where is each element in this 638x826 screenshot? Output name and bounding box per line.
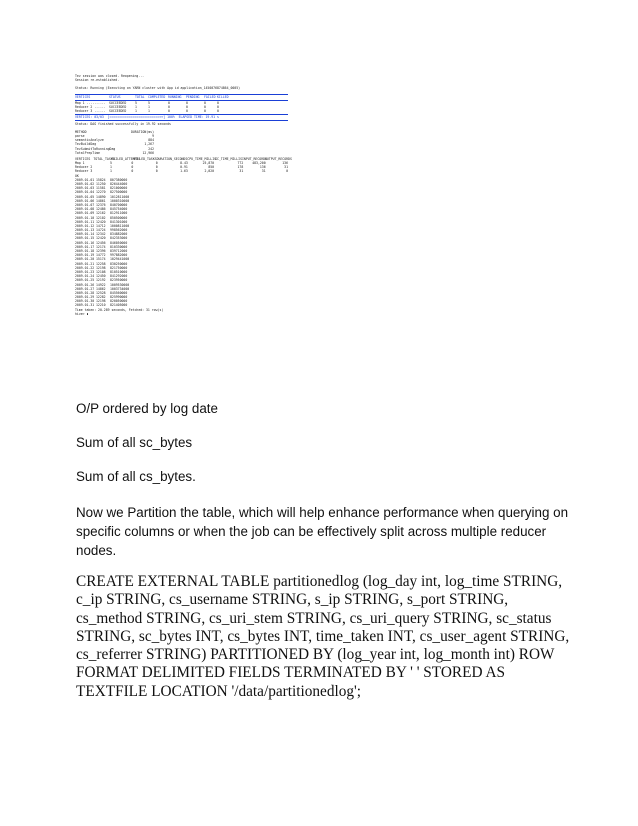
vertex-col-header: VERTICES	[75, 95, 91, 100]
vertex-cell: 1	[148, 104, 150, 109]
date-result-cell: 1003734000	[110, 286, 130, 291]
date-result-cell: 850500000	[110, 215, 128, 220]
date-result-cell: 2009-01-16	[75, 240, 95, 245]
counters-cell: 31	[284, 165, 288, 170]
vertex-cell: 0	[186, 109, 188, 114]
progress-line: VERTICES: 03/03 [==========================>>] 100% ELAPSED TIME: 19.91 s	[75, 114, 288, 120]
vertex-col-header: KILLED	[217, 95, 229, 100]
vertex-cell: 0	[168, 109, 170, 114]
date-result-cell: 840700000	[110, 202, 128, 207]
method-table-body	[75, 134, 288, 155]
date-result-cell: 11250	[96, 182, 106, 187]
date-result-cell: 821000000	[110, 186, 128, 191]
terminal-line: Session re-established.	[75, 78, 120, 83]
date-result-cell: 2009-01-07	[75, 202, 95, 207]
date-result-cell: 12396	[96, 249, 106, 254]
date-result-cell: 12210	[96, 303, 106, 308]
vertex-table-body	[75, 101, 288, 114]
date-result-cell: 826444000	[110, 182, 128, 187]
date-result-cell: 2009-01-13	[75, 228, 95, 233]
date-result-cell: 12450	[96, 274, 106, 279]
date-result-cell: 14890	[96, 194, 106, 199]
date-result-cell: 2009-01-22	[75, 265, 95, 270]
hive-prompt: hive> ▮	[75, 311, 89, 316]
counters-cell: 1.63	[180, 169, 188, 174]
date-result-cell: 12456	[96, 240, 106, 245]
counters-cell: 772	[237, 161, 244, 166]
vertex-cell: 0	[217, 100, 219, 105]
method-cell: TotalPrepTime	[75, 150, 100, 155]
date-result-cell: 2009-01-11	[75, 219, 95, 224]
counters-cell: 0.91	[180, 165, 188, 170]
date-result-cell: 2009-01-10	[75, 215, 95, 220]
method-cell: 884	[148, 138, 154, 143]
paragraph-sum-cs-bytes: Sum of all cs_bytes.	[76, 469, 196, 484]
date-result-cell: 2009-01-12	[75, 223, 95, 228]
method-col-header: METHOD	[75, 129, 87, 134]
method-cell: parse	[75, 133, 85, 138]
counters-cell: 0	[286, 169, 288, 174]
vertex-cell: 0	[204, 104, 206, 109]
date-result-cell: 2009-01-06	[75, 198, 95, 203]
date-result-cell: 12270	[96, 190, 106, 195]
date-result-cell: 2009-01-24	[75, 274, 95, 279]
date-result-cell: 2009-01-02	[75, 182, 95, 187]
counters-col-header: DURATION_SECONDS	[156, 156, 188, 161]
method-col-header: DURATION(ms)	[130, 129, 154, 134]
date-result-cell: 12420	[96, 236, 106, 241]
date-result-cell: 2009-01-04	[75, 190, 95, 195]
date-result-cell: 2009-01-21	[75, 261, 95, 266]
date-result-cell: 1009530000	[110, 282, 130, 287]
vertex-cell: 5	[148, 100, 150, 105]
counters-cell: 850	[208, 165, 215, 170]
counters-cell: 1	[110, 165, 112, 170]
date-result-cell: 807380000	[110, 177, 128, 182]
counters-table-body	[75, 161, 288, 174]
date-result-cell: 2009-01-25	[75, 278, 95, 283]
counters-cell: 178	[237, 165, 244, 170]
counters-cell: 8.43	[180, 161, 188, 166]
date-result-cell: 1000310000	[110, 198, 130, 203]
date-result-cell: 2009-01-17	[75, 244, 95, 249]
date-result-cell: 15174	[96, 257, 106, 262]
date-result-cell: 12102	[96, 215, 106, 220]
counters-col-header: INPUT_RECORDS	[242, 156, 267, 161]
date-result-cell: 14772	[96, 253, 106, 258]
date-result-cell: 998562000	[110, 228, 128, 233]
vertex-cell: 1	[135, 109, 137, 114]
vertex-cell: 0	[168, 100, 170, 105]
date-result-cell: 2009-01-26	[75, 282, 95, 287]
vertex-cell: 0	[217, 104, 219, 109]
time-taken-line: Time taken: 20.289 seconds, Fetched: 31 row(s)	[75, 307, 164, 312]
date-result-cell: 12162	[96, 211, 106, 216]
counters-col-header: TOTAL_TASKS	[93, 156, 115, 161]
method-cell: TezSubmitToRunningDag	[75, 146, 116, 151]
date-result-cell: 12376	[96, 202, 106, 207]
vertex-cell: SUCCEEDED	[109, 100, 127, 105]
date-result-cell: 997882000	[110, 253, 128, 258]
date-result-cell: 820050000	[110, 299, 128, 304]
date-result-cell: 2009-01-29	[75, 295, 95, 300]
vertex-cell: 1	[148, 109, 150, 114]
date-result-cell: 14712	[96, 223, 106, 228]
vertex-cell: 0	[168, 104, 170, 109]
counters-col-header: CPU_TIME_MILLIS	[187, 156, 217, 161]
finished-line: Status: DAG finished successfully in 19.92 seconds	[75, 121, 171, 126]
date-result-cell: 14724	[96, 228, 106, 233]
ok-line: OK	[75, 173, 79, 178]
date-result-cell: 2009-01-05	[75, 194, 95, 199]
date-result-cell: 2009-01-23	[75, 269, 95, 274]
date-result-cell: 834882000	[110, 232, 128, 237]
date-result-cell: 12486	[96, 207, 106, 212]
date-result-cell: 2009-01-19	[75, 253, 95, 258]
date-result-cell: 2009-01-27	[75, 286, 95, 291]
date-result-cell: 2009-01-30	[75, 299, 95, 304]
date-result-cell: 2009-01-31	[75, 303, 95, 308]
counters-cell: 2,020	[204, 169, 215, 174]
date-result-cell: 810330000	[110, 244, 128, 249]
counters-cell: 1	[110, 169, 112, 174]
method-cell: 242	[148, 146, 154, 151]
date-result-cell: 823950000	[110, 278, 128, 283]
date-result-cell: 846050000	[110, 240, 128, 245]
vertex-cell: 0	[204, 100, 206, 105]
vertex-cell: Reducer 3 ......	[75, 109, 106, 114]
vertex-cell: 0	[217, 109, 219, 114]
vertex-cell: 0	[186, 100, 188, 105]
method-table-row	[75, 151, 288, 155]
counters-col-header: GC_TIME_MILLIS	[215, 156, 242, 161]
vertex-cell: Reducer 2 ......	[75, 104, 106, 109]
vertex-col-header: RUNNING	[168, 95, 182, 100]
vertex-cell: 0	[186, 104, 188, 109]
date-result-cell: 841301000	[110, 219, 128, 224]
terminal-line: Tez session was closed. Reopening...	[75, 74, 145, 78]
date-result-cell: 12258	[96, 261, 106, 266]
paragraph-partition-explanation: Now we Partition the table, which will help enhance performance when querying on specific columns or when the job can be effectively split across multiple reducer nodes.	[76, 505, 569, 558]
counters-cell: Reducer 3	[75, 169, 93, 174]
counters-table-row	[75, 169, 288, 173]
date-result-cell: 839712000	[110, 249, 128, 254]
method-cell: 1,267	[144, 142, 154, 147]
date-result-cell: 2009-01-20	[75, 257, 95, 262]
method-cell: 12,966	[142, 150, 154, 155]
counters-cell: 483,200	[252, 161, 266, 166]
date-result-cell: 12174	[96, 244, 106, 249]
vertex-cell: 5	[135, 100, 137, 105]
counters-cell: 136	[282, 161, 288, 166]
date-result-cell: 12420	[96, 219, 106, 224]
counters-cell: 31	[261, 169, 266, 174]
date-result-cell: 14861	[96, 198, 106, 203]
date-result-cell: 12192	[96, 278, 106, 283]
vertex-cell: 0	[204, 109, 206, 114]
vertex-cell: SUCCEEDED	[109, 109, 127, 114]
vertex-cell: 1	[135, 104, 137, 109]
date-result-cell: 12342	[96, 232, 106, 237]
paragraph-sum-sc-bytes: Sum of all sc_bytes	[76, 435, 193, 450]
date-result-cell: 2009-01-03	[75, 186, 95, 191]
counters-cell: Reducer 2	[75, 165, 93, 170]
date-result-cell: 14862	[96, 286, 106, 291]
vertex-table-row	[75, 109, 288, 113]
counters-cell: 25,870	[202, 161, 215, 166]
date-result-cell: 845560000	[110, 290, 128, 295]
date-result-cell: 2009-01-14	[75, 232, 95, 237]
counters-cell: 0	[155, 165, 158, 170]
counters-cell: 0	[155, 161, 158, 166]
date-result-cell: 14922	[96, 282, 106, 287]
method-cell: semanticAnalyze	[75, 138, 104, 143]
vertex-cell: SUCCEEDED	[109, 104, 127, 109]
counters-cell: 0	[131, 161, 134, 166]
vertex-col-header: STATUS	[109, 95, 121, 100]
date-result-cell: 1000811000	[110, 223, 130, 228]
counters-col-header: OUTPUT_RECORDS	[265, 156, 292, 161]
counters-cell: 31	[239, 169, 244, 174]
vertex-col-header: PENDING	[186, 95, 200, 100]
vertex-table-header	[75, 94, 288, 101]
date-result-cell: 15824	[96, 177, 106, 182]
date-result-cell: 1012811000	[110, 194, 130, 199]
vertex-col-header: COMPLETED	[148, 95, 166, 100]
date-result-cell: 12528	[96, 290, 106, 295]
date-result-cell: 810510000	[110, 269, 128, 274]
date-result-cell: 841292000	[110, 274, 128, 279]
method-cell: 9	[152, 133, 154, 138]
date-result-cell: 830250000	[110, 261, 128, 266]
date-results-table	[75, 178, 288, 308]
date-result-cell: 12108	[96, 269, 106, 274]
date-result-cell: 2009-01-09	[75, 211, 95, 216]
vertex-col-header: TOTAL	[135, 95, 145, 100]
date-result-cell: 1029441000	[110, 257, 130, 262]
status-line: Status: Running (Executing on YARN cluster with App id application_1450076874864_0005)	[75, 86, 241, 91]
date-result-cell: 827500000	[110, 190, 128, 195]
date-result-cell: 821405000	[110, 303, 128, 308]
date-result-cell: 12282	[96, 295, 106, 300]
date-result-cell: 2009-01-18	[75, 249, 95, 254]
counters-cell: 0	[131, 169, 134, 174]
paragraph-output-ordered: O/P ordered by log date	[76, 401, 218, 416]
vertex-col-header: FAILED	[204, 95, 216, 100]
counters-col-header: VERTICES	[75, 156, 91, 161]
sql-create-table-statement: CREATE EXTERNAL TABLE partitionedlog (log_day int, log_time STRING, c_ip STRING, cs_username STRING, s_ip STRING, s_port STRING, cs_method STRING, cs_uri_stem STRING, cs_uri_query STRING, sc_status STRING, sc_bytes INT, cs_bytes INT, time_taken INT, cs_user_agent STRING, cs_referrer STRING) PARTITIONED BY (log_year int, log_month int) ROW FORMAT DELIMITED FIELDS TERMINATED BY ' ' STORED AS TEXTFILE LOCATION '/data/partitionedlog';	[76, 573, 570, 700]
date-result-cell: 842353000	[110, 236, 128, 241]
date-result-cell: 2009-01-28	[75, 290, 95, 295]
date-result-cell: 825990000	[110, 295, 128, 300]
counters-cell: Map 1	[75, 161, 85, 166]
vertex-table	[75, 94, 288, 114]
date-result-cell: 12198	[96, 299, 106, 304]
method-table	[75, 130, 288, 155]
vertex-cell: Map 1 ..........	[75, 100, 106, 105]
counters-cell: 0	[155, 169, 158, 174]
date-result-cell: 2009-01-08	[75, 207, 95, 212]
counters-table	[75, 156, 292, 174]
counters-cell: 5	[110, 161, 112, 166]
counters-col-header: FAILED_ATTEMPTS	[111, 156, 141, 161]
date-result-cell: 11581	[96, 186, 106, 191]
counters-cell: 136	[259, 165, 266, 170]
method-cell: TezBuildDag	[75, 142, 97, 147]
date-result-cell: 2009-01-01	[75, 177, 95, 182]
date-result-cell: 2009-01-15	[75, 236, 95, 241]
date-result-cell: 12198	[96, 265, 106, 270]
counters-cell: 0	[131, 165, 134, 170]
counters-col-header: KILLED_TASKS	[133, 156, 157, 161]
terminal-screenshot	[75, 74, 292, 374]
date-result-cell: 812911000	[110, 211, 128, 216]
date-result-cell: 845754000	[110, 207, 128, 212]
date-result-cell: 821750000	[110, 265, 128, 270]
